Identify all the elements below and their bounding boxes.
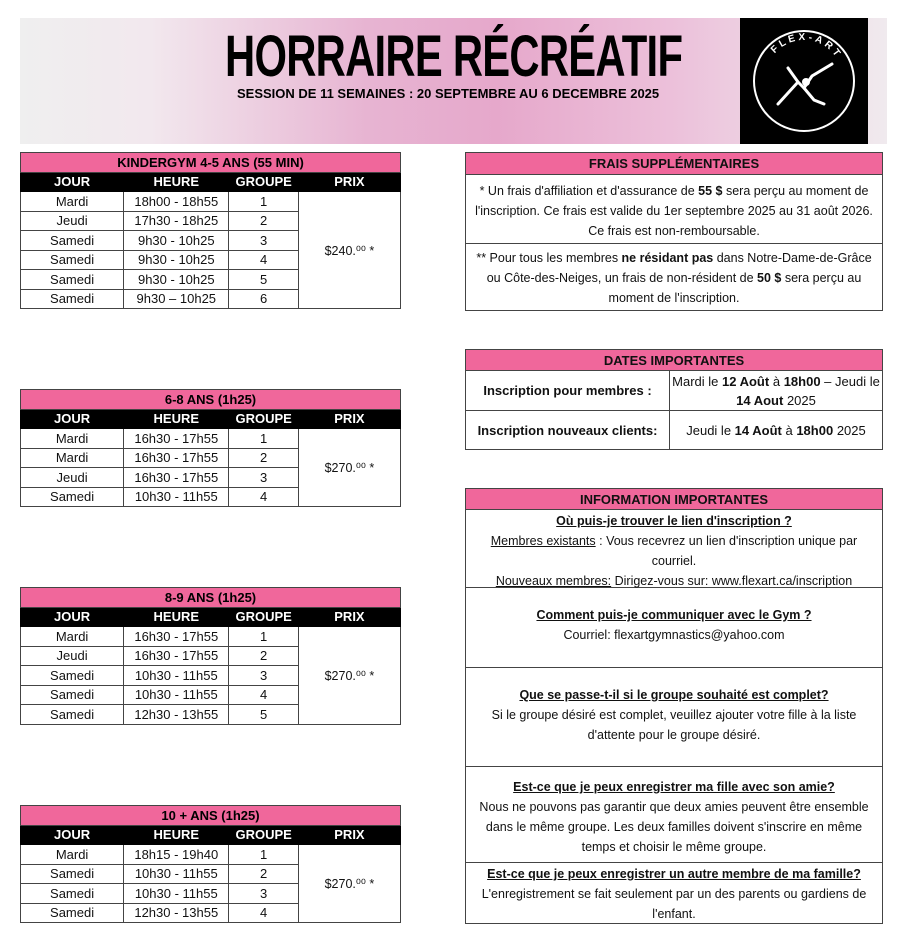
column-header: GROUPE xyxy=(229,825,298,845)
schedule-title: KINDERGYM 4-5 ANS (55 MIN) xyxy=(21,153,401,173)
table-cell: Mardi xyxy=(21,448,124,468)
table-cell: 5 xyxy=(229,705,298,725)
dates-row-new-clients: Inscription nouveaux clients: Jeudi le 14 Août à 18h00 2025 xyxy=(466,411,882,449)
dates-box xyxy=(465,349,883,450)
table-cell: 3 xyxy=(229,884,298,904)
schedule-table-10plus xyxy=(20,805,401,923)
table-cell: 4 xyxy=(229,903,298,923)
table-cell: 9h30 - 10h25 xyxy=(124,250,229,270)
table-cell: 12h30 - 13h55 xyxy=(124,903,229,923)
dates-row-members: Inscription pour membres : Mardi le 12 Août à 18h00 – Jeudi le 14 Aout 2025 xyxy=(466,371,882,411)
table-cell: 17h30 - 18h25 xyxy=(124,211,229,231)
table-cell: 9h30 – 10h25 xyxy=(124,289,229,309)
column-header: HEURE xyxy=(124,172,229,192)
table-cell: 2 xyxy=(229,646,298,666)
table-cell: 16h30 - 17h55 xyxy=(124,627,229,647)
table-cell: 10h30 - 11h55 xyxy=(124,487,229,507)
column-header: GROUPE xyxy=(229,607,298,627)
schedule-title: 6-8 ANS (1h25) xyxy=(21,390,401,410)
frais-box xyxy=(465,152,883,311)
column-header: JOUR xyxy=(21,172,124,192)
column-header: PRIX xyxy=(298,607,400,627)
schedule-title: 8-9 ANS (1h25) xyxy=(21,588,401,608)
table-cell: 4 xyxy=(229,487,298,507)
table-cell: Mardi xyxy=(21,192,124,212)
table-cell: Samedi xyxy=(21,250,124,270)
table-cell: 1 xyxy=(229,627,298,647)
table-cell: 4 xyxy=(229,685,298,705)
table-cell: 2 xyxy=(229,211,298,231)
session-subtitle: SESSION DE 11 SEMAINES : 20 SEPTEMBRE AU 6 DECEMBRE 2025 xyxy=(237,86,660,101)
frais-affiliation: * Un frais d'affiliation et d'assurance de 55 $ sera perçu au moment de l'inscription. Ce frais est valide du 1er septembre 2025 au 31 août 2026. Ce frais est non-remboursable. xyxy=(466,175,882,244)
table-cell: 10h30 - 11h55 xyxy=(124,884,229,904)
info-faq-contact: Comment puis-je communiquer avec le Gym ? Courriel: flexartgymnastics@yahoo.com xyxy=(466,588,882,668)
info-faq-famille: Est-ce que je peux enregistrer un autre membre de ma famille? L'enregistrement se fait seulement par un des parents ou gardiens de l'enfant. xyxy=(481,867,867,921)
column-header: HEURE xyxy=(124,825,229,845)
column-header: GROUPE xyxy=(229,172,298,192)
price-cell: $270.⁰⁰ * xyxy=(298,627,400,725)
table-cell: 1 xyxy=(229,845,298,865)
table-cell: 6 xyxy=(229,289,298,309)
table-cell: Samedi xyxy=(21,705,124,725)
table-cell: 9h30 - 10h25 xyxy=(124,231,229,251)
table-cell: 1 xyxy=(229,429,298,449)
table-cell: 2 xyxy=(229,864,298,884)
column-header: HEURE xyxy=(124,409,229,429)
price-cell: $270.⁰⁰ * xyxy=(298,429,400,507)
table-cell: Samedi xyxy=(21,864,124,884)
table-cell: 10h30 - 11h55 xyxy=(124,666,229,686)
table-cell: 10h30 - 11h55 xyxy=(124,864,229,884)
table-cell: 4 xyxy=(229,250,298,270)
info-box xyxy=(465,488,883,924)
svg-text:FLEX-ART: FLEX-ART xyxy=(769,31,844,61)
table-row xyxy=(21,627,401,647)
table-cell: 1 xyxy=(229,192,298,212)
column-header: PRIX xyxy=(298,825,400,845)
info-faq-lien: Où puis-je trouver le lien d'inscription ? Membres existants : Vous recevrez un lien d'inscription unique par courriel. Nouveaux membres: Dirigez-vous sur: www.flexart.ca/inscription xyxy=(466,510,882,588)
table-cell: Jeudi xyxy=(21,211,124,231)
page-title: HORRAIRE RÉCRÉATIF xyxy=(225,24,683,89)
table-cell: 16h30 - 17h55 xyxy=(124,646,229,666)
dates-title: DATES IMPORTANTES xyxy=(466,350,882,371)
table-cell: Mardi xyxy=(21,627,124,647)
info-title: INFORMATION IMPORTANTES xyxy=(466,489,882,510)
table-cell: Samedi xyxy=(21,666,124,686)
table-cell: Jeudi xyxy=(21,468,124,488)
table-cell: 2 xyxy=(229,448,298,468)
table-cell: 3 xyxy=(229,231,298,251)
table-cell: Samedi xyxy=(21,884,124,904)
table-cell: 5 xyxy=(229,270,298,290)
schedule-table-6-8 xyxy=(20,389,401,507)
frais-title: FRAIS SUPPLÉMENTAIRES xyxy=(466,153,882,175)
table-cell: Samedi xyxy=(21,270,124,290)
table-cell: Samedi xyxy=(21,487,124,507)
column-header: HEURE xyxy=(124,607,229,627)
table-cell: 3 xyxy=(229,666,298,686)
table-row xyxy=(21,845,401,865)
table-cell: Samedi xyxy=(21,289,124,309)
table-row xyxy=(21,192,401,212)
table-cell: Mardi xyxy=(21,429,124,449)
table-cell: 18h00 - 18h55 xyxy=(124,192,229,212)
table-cell: 16h30 - 17h55 xyxy=(124,448,229,468)
column-header: GROUPE xyxy=(229,409,298,429)
column-header: PRIX xyxy=(298,409,400,429)
table-cell: Samedi xyxy=(21,231,124,251)
table-cell: 9h30 - 10h25 xyxy=(124,270,229,290)
table-row xyxy=(21,429,401,449)
table-cell: Jeudi xyxy=(21,646,124,666)
column-header: JOUR xyxy=(21,607,124,627)
price-cell: $240.⁰⁰ * xyxy=(298,192,400,309)
price-cell: $270.⁰⁰ * xyxy=(298,845,400,923)
info-faq-amie: Est-ce que je peux enregistrer ma fille avec son amie? Nous ne pouvons pas garantir que deux amies peuvent être ensemble dans le même groupe. Les deux familles doivent s'inscrire en même temps et choisir le même groupe. xyxy=(466,767,882,863)
table-cell: 3 xyxy=(229,468,298,488)
frais-non-resident: ** Pour tous les membres ne résidant pas dans Notre-Dame-de-Grâce ou Côte-des-Neiges, un frais de non-résident de 50 $ sera perçu au moment de l'inscription. xyxy=(476,251,872,305)
column-header: PRIX xyxy=(298,172,400,192)
column-header: JOUR xyxy=(21,409,124,429)
table-cell: Samedi xyxy=(21,903,124,923)
table-cell: 10h30 - 11h55 xyxy=(124,685,229,705)
table-cell: Samedi xyxy=(21,685,124,705)
flex-art-logo xyxy=(740,18,868,144)
table-cell: 18h15 - 19h40 xyxy=(124,845,229,865)
schedule-title: 10 + ANS (1h25) xyxy=(21,806,401,826)
schedule-table-8-9 xyxy=(20,587,401,725)
column-header: JOUR xyxy=(21,825,124,845)
table-cell: 16h30 - 17h55 xyxy=(124,429,229,449)
table-cell: 16h30 - 17h55 xyxy=(124,468,229,488)
table-cell: Mardi xyxy=(21,845,124,865)
info-faq-complet: Que se passe-t-il si le groupe souhaité est complet? Si le groupe désiré est complet, veuillez ajouter votre fille à la liste d'attente pour le groupe désiré. xyxy=(466,668,882,767)
table-cell: 12h30 - 13h55 xyxy=(124,705,229,725)
schedule-table-kindergym xyxy=(20,152,401,309)
